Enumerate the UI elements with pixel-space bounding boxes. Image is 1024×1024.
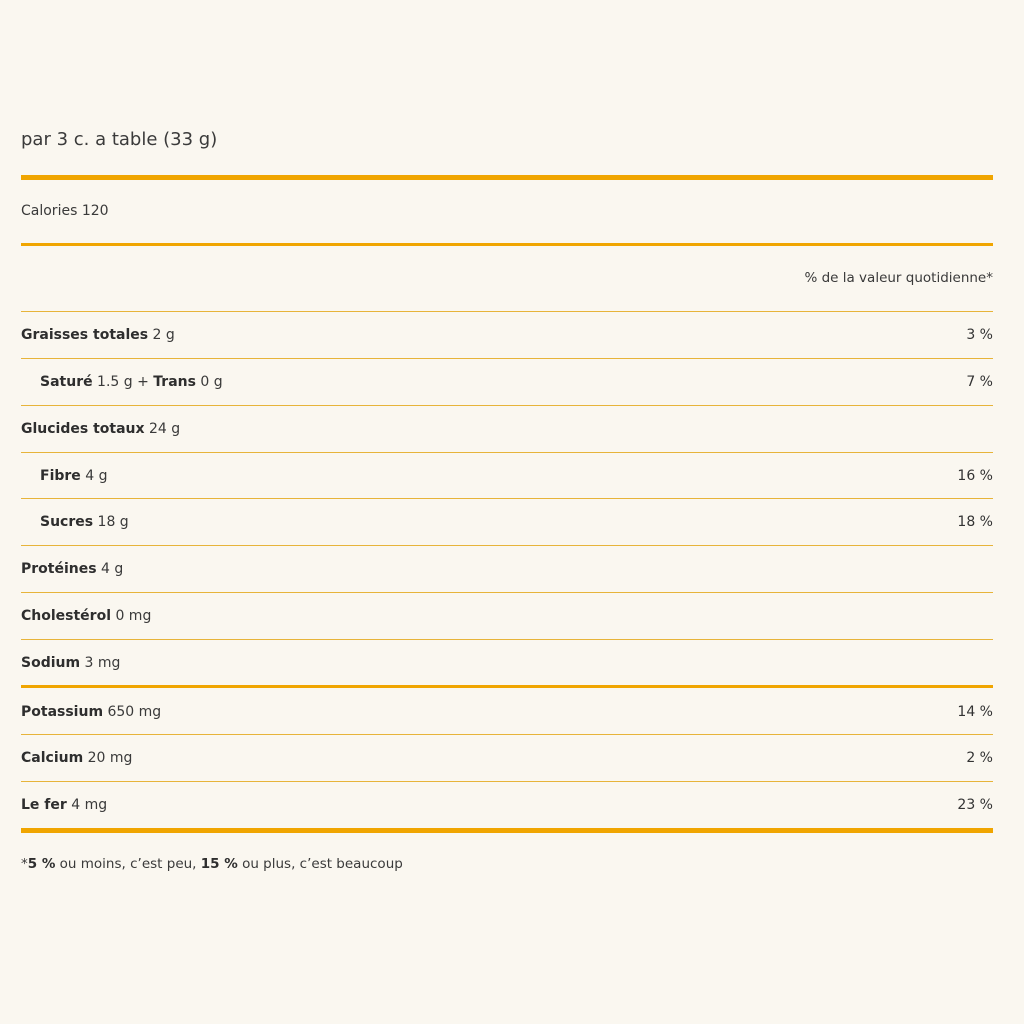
nutrient-dv: 23 % [957, 797, 993, 813]
nutrient-row-potassium [21, 689, 993, 735]
footnote [21, 856, 403, 872]
nutrient-name: Sodium [21, 655, 81, 671]
nutrient-amount: 4 g [96, 561, 124, 577]
nutrient-dv: 7 % [966, 374, 993, 390]
nutrient-name: Fibre [40, 468, 81, 484]
nutrient-dv: 2 % [966, 750, 993, 766]
serving-size: par 3 c. a table (33 g) [21, 129, 218, 150]
nutrient-amount: 1.5 g + [92, 374, 154, 390]
footnote-star: * [21, 856, 28, 872]
footnote-low-value: 5 % [27, 856, 56, 872]
nutrient-row-cholesterol [21, 593, 993, 639]
divider-thick [21, 828, 993, 833]
nutrient-name: Glucides totaux [21, 421, 145, 437]
nutrient-dv: 14 % [957, 704, 993, 720]
nutrient-row-calcium [21, 735, 993, 781]
nutrient-name: Protéines [21, 561, 97, 577]
divider-medium [21, 685, 993, 688]
nutrient-amount: 18 g [93, 514, 129, 530]
nutrient-row-sodium [21, 640, 993, 686]
nutrient-name: Calcium [21, 750, 84, 766]
nutrient-row-iron [21, 782, 993, 828]
nutrient-amount: 650 mg [103, 704, 162, 720]
nutrient-dv: 18 % [957, 514, 993, 530]
nutrient-dv: 3 % [966, 327, 993, 343]
nutrient-amount: 3 mg [80, 655, 121, 671]
nutrient-dv: 16 % [957, 468, 993, 484]
footnote-low-text: ou moins, c’est peu, [55, 856, 201, 872]
footnote-high-value: 15 % [200, 856, 238, 872]
footnote-high-text: ou plus, c’est beaucoup [237, 856, 403, 872]
nutrient-amount-trans: 0 g [195, 374, 223, 390]
nutrient-name: Cholestérol [21, 608, 111, 624]
divider-thick [21, 175, 993, 180]
nutrient-row-fat [21, 312, 993, 358]
nutrient-amount: 4 g [80, 468, 108, 484]
nutrient-row-fibre [21, 453, 993, 499]
nutrient-row-sugars [21, 499, 993, 545]
nutrient-amount: 2 g [148, 327, 175, 343]
nutrient-name: Potassium [21, 704, 104, 720]
nutrient-row-protein [21, 546, 993, 592]
nutrient-name: Le fer [21, 797, 67, 813]
nutrient-amount: 20 mg [83, 750, 133, 766]
nutrient-amount: 0 mg [111, 608, 152, 624]
nutrient-row-carbs [21, 406, 993, 452]
nutrient-name: Graisses totales [21, 327, 149, 343]
nutrient-amount: 4 mg [66, 797, 108, 813]
nutrient-name: Sucres [40, 514, 94, 530]
calories: Calories 120 [21, 203, 109, 219]
nutrient-name: Saturé [40, 374, 93, 390]
nutrient-name-trans: Trans [153, 374, 196, 390]
nutrient-amount: 24 g [144, 421, 181, 437]
nutrient-row-saturated-trans [21, 359, 993, 405]
daily-value-header: % de la valeur quotidienne* [804, 270, 993, 286]
divider-medium [21, 243, 993, 246]
